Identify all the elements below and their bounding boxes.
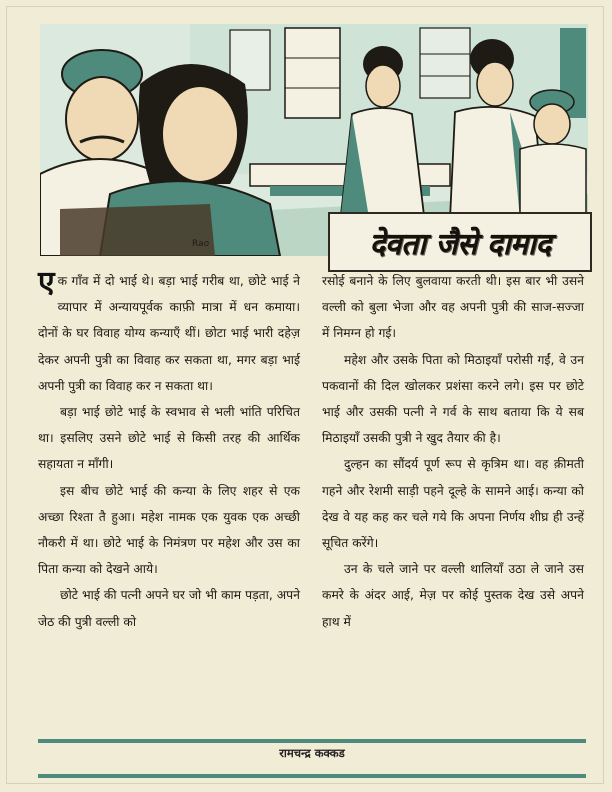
- author-name: रामचन्द्र कक्कड: [279, 746, 345, 760]
- paragraph-2: बड़ा भाई छोटे भाई के स्वभाव से भली भांति परिचित था। इसलिए उसने छोटे भाई से किसी तरह की आर्थिक सहायता न माँगी।: [38, 405, 300, 472]
- paragraph-7: दुल्हन का सौंदर्य पूर्ण रूप से कृत्रिम था। वह क़ीमती गहने और रेशमी साड़ी पहने दूल्हे के सामने आई। कन्या को देख वे यह कह कर चले गये कि अपना निर्णय शीघ्र ही उन्हें सूचित करेंगे।: [322, 457, 584, 551]
- dropcap-letter: ए: [38, 265, 55, 300]
- paragraph-1-text: क गाँव में दो भाई थे। बड़ा भाई गरीब था, छोटे भाई ने व्यापार में अन्यायपूर्वक काफ़ी मात्रा में धन कमाया। दोनों के घर विवाह योग्य कन्याएँ थीं। छोटा भाई भारी दहेज़ देकर अपनी पुत्री का विवाह कर सकता था, मगर बड़ा भाई अपनी पुत्री का विवाह कर न सकता था।: [38, 274, 300, 393]
- paragraph-8: उन के चले जाने पर वल्ली थालियाँ उठा ले जाने उस कमरे के अंदर आई, मेज़ पर कोई पुस्तक देख उसे अपने हाथ में: [322, 562, 584, 629]
- paragraph-3: इस बीच छोटे भाई की कन्या के लिए शहर से एक अच्छा रिश्ता तै हुआ। महेश नामक एक युवक एक अच्छी नौकरी में था। छोटे भाई के निमंत्रण पर महेश और उस का पिता कन्या को देखने आये।: [38, 483, 300, 577]
- footer-rule-bottom: [38, 774, 586, 778]
- paragraph-6: महेश और उसके पिता को मिठाइयाँ परोसी गईं, वे उन पकवानों की दिल खोलकर प्रशंसा करने लगे। इस पर छोटे भाई और उसकी पत्नी ने गर्व के साथ बताया कि ये सब मिठाइयाँ उसकी पुत्री ने खुद तैयार की है।: [322, 352, 584, 446]
- right-column: [322, 268, 584, 635]
- footer-rule-top: [38, 739, 586, 743]
- left-column: [38, 265, 300, 635]
- paragraph-1: [38, 265, 300, 399]
- title-box: [328, 212, 592, 272]
- artist-signature: Rao: [192, 239, 210, 249]
- paragraph-5: रसोई बनाने के लिए बुलवाया करती थी। इस बार भी उसने वल्ली को बुला भेजा और वह अपनी पुत्री की साज-सज्जा में निमग्न हो गई।: [322, 274, 584, 341]
- paragraph-4: छोटे भाई की पत्नी अपने घर जो भी काम पड़ता, अपने जेठ की पुत्री वल्ली को: [38, 588, 300, 629]
- story-title: देवता जैसे दामाद: [369, 226, 551, 262]
